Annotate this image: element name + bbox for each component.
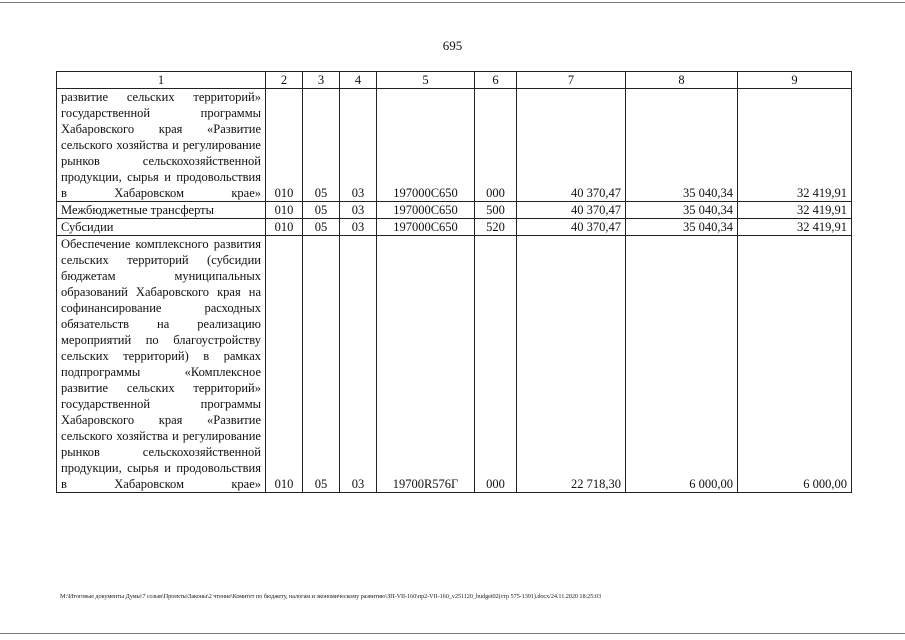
row-description: Обеспечение комплексного развития сельских территорий (субсидии бюджетам муниципальных образований Хабаровского края на софинансирование расходных обязательств на реализацию мероприятий по благоустройству сельских территорий) в рамках подпрограммы «Комплексное развитие сельских территорий» государственной программы Хабаровского края «Развитие сельского хозяйства и регулирование рынков сельскохозяйственной продукции, сырья и продовольствия в Хабаровском крае» — [57, 236, 266, 493]
cell-amount-col9: 32 419,91 — [738, 89, 852, 202]
cell-target-item: 197000С650 — [377, 89, 475, 202]
header-col-8: 8 — [626, 72, 738, 89]
cell-expense-type: 000 — [475, 89, 517, 202]
cell-amount-col8: 35 040,34 — [626, 219, 738, 236]
cell-section: 05 — [303, 236, 340, 493]
cell-subsection: 03 — [340, 219, 377, 236]
header-col-1: 1 — [57, 72, 266, 89]
cell-subsection: 03 — [340, 236, 377, 493]
cell-ministry-code: 010 — [266, 236, 303, 493]
cell-target-item: 19700R576Г — [377, 236, 475, 493]
cell-expense-type: 500 — [475, 202, 517, 219]
budget-table — [56, 71, 852, 493]
cell-section: 05 — [303, 219, 340, 236]
header-col-6: 6 — [475, 72, 517, 89]
cell-subsection: 03 — [340, 202, 377, 219]
cell-amount-col8: 35 040,34 — [626, 89, 738, 202]
top-scan-line — [0, 2, 905, 3]
row-description: Межбюджетные трансферты — [57, 202, 266, 219]
cell-target-item: 197000С650 — [377, 219, 475, 236]
cell-ministry-code: 010 — [266, 202, 303, 219]
cell-section: 05 — [303, 89, 340, 202]
cell-expense-type: 000 — [475, 236, 517, 493]
header-col-5: 5 — [377, 72, 475, 89]
cell-ministry-code: 010 — [266, 219, 303, 236]
table-row — [57, 202, 852, 219]
document-file-path-footer: M:\Итоговые документы Думы\7 созыв\Проекты\Законы\2 чтение\Комитет по бюджету, налогам и экономическому развитию\ЗП-VII-160\пр2-VII-160_v251120_budget02(стр 575-1391).docx/24.11.2020 18:25:03 — [60, 593, 601, 600]
cell-amount-col7: 40 370,47 — [517, 89, 626, 202]
cell-target-item: 197000С650 — [377, 202, 475, 219]
row-description: развитие сельских территорий» государственной программы Хабаровского края «Развитие сельского хозяйства и регулирование рынков сельскохозяйственной продукции, сырья и продовольствия в Хабаровском крае» — [57, 89, 266, 202]
bottom-scan-line — [0, 633, 905, 634]
cell-amount-col8: 35 040,34 — [626, 202, 738, 219]
header-col-9: 9 — [738, 72, 852, 89]
table-row — [57, 236, 852, 493]
header-col-2: 2 — [266, 72, 303, 89]
row-description: Субсидии — [57, 219, 266, 236]
cell-ministry-code: 010 — [266, 89, 303, 202]
table-row — [57, 219, 852, 236]
cell-amount-col7: 40 370,47 — [517, 219, 626, 236]
cell-amount-col9: 32 419,91 — [738, 202, 852, 219]
header-col-3: 3 — [303, 72, 340, 89]
cell-subsection: 03 — [340, 89, 377, 202]
page-number: 695 — [442, 38, 463, 53]
table-row — [57, 89, 852, 202]
cell-amount-col7: 22 718,30 — [517, 236, 626, 493]
cell-section: 05 — [303, 202, 340, 219]
header-col-7: 7 — [517, 72, 626, 89]
cell-amount-col8: 6 000,00 — [626, 236, 738, 493]
table-header-row — [57, 72, 852, 89]
cell-amount-col7: 40 370,47 — [517, 202, 626, 219]
cell-amount-col9: 6 000,00 — [738, 236, 852, 493]
cell-expense-type: 520 — [475, 219, 517, 236]
header-col-4: 4 — [340, 72, 377, 89]
cell-amount-col9: 32 419,91 — [738, 219, 852, 236]
